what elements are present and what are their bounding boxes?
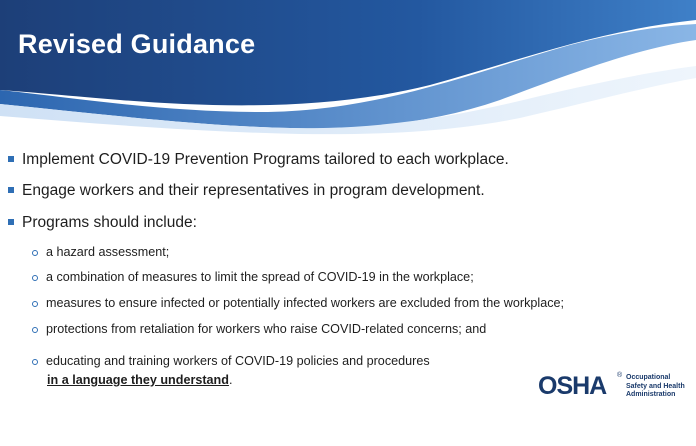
emphasis-text: in a language they understand: [47, 373, 229, 387]
osha-logo-subtitle: Occupational Safety and Health Administration: [626, 374, 685, 398]
sub-bullet-5-continuation: [47, 373, 232, 387]
bullet-1: [8, 151, 509, 169]
circle-bullet-icon: [32, 250, 38, 256]
circle-bullet-icon: [32, 359, 38, 365]
sub-bullet-2: [32, 270, 474, 284]
osha-logo: [538, 372, 688, 406]
registered-mark: ®: [617, 372, 623, 379]
circle-bullet-icon: [32, 327, 38, 333]
circle-bullet-icon: [32, 301, 38, 307]
bullet-2-text: Engage workers and their representatives in program development.: [22, 182, 485, 199]
osha-logo-mark: OSHA: [538, 372, 607, 400]
bullet-3-text: Programs should include:: [22, 214, 197, 231]
bullet-2: [8, 182, 485, 200]
sub-bullet-1: [32, 245, 169, 259]
bullet-1-text: Implement COVID-19 Prevention Programs tailored to each workplace.: [22, 151, 509, 168]
square-bullet-icon: [8, 156, 14, 162]
sub-bullet-4-text: protections from retaliation for workers who raise COVID-related concerns; and: [46, 322, 487, 336]
circle-bullet-icon: [32, 275, 38, 281]
header-wave-graphic: [0, 0, 696, 135]
square-bullet-icon: [8, 187, 14, 193]
period-text: .: [228, 373, 233, 387]
sub-bullet-5: [32, 354, 430, 368]
sub-bullet-5-text: educating and training workers of COVID-19 policies and procedures: [46, 354, 430, 368]
sub-bullet-1-text: a hazard assessment;: [46, 245, 170, 259]
header-banner: [0, 0, 696, 135]
sub-bullet-2-text: a combination of measures to limit the spread of COVID-19 in the workplace;: [46, 270, 474, 284]
square-bullet-icon: [8, 219, 14, 225]
sub-bullet-3-text: measures to ensure infected or potentially infected workers are excluded from the workplace;: [46, 296, 565, 310]
slide-title: Revised Guidance: [18, 29, 256, 59]
sub-bullet-3: [32, 296, 564, 310]
sub-bullet-4: [32, 322, 486, 336]
bullet-3: [8, 214, 197, 232]
